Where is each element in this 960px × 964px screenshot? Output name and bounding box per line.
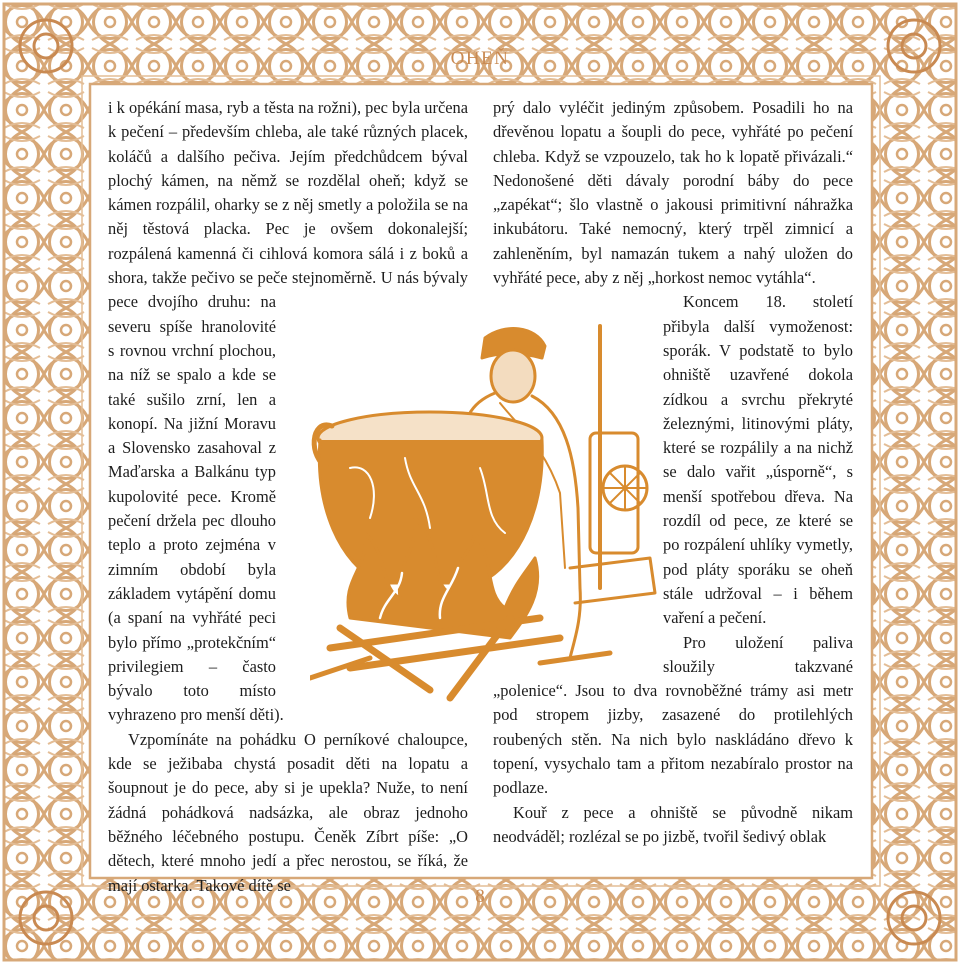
illustration-wrap-space	[493, 290, 663, 672]
page-number: 8	[475, 886, 485, 907]
running-header: OHEŇ	[450, 48, 510, 69]
right-paragraph-2: Koncem 18. století přibyla další vymoženost: sporák. V podstatě to bylo ohniště uzavřené dokola zídkou a svrchu překryté železnými, litinovými pláty, které se rozpálily a na nichž se dalo vařit „úsporně“, s menší spotřebou dřeva. Na rozdíl od pece, ze které se po rozpálení uhlíky vymetly, pod pláty sporáku se oheň stále udržoval – i během vaření a pečení.	[663, 292, 853, 628]
right-paragraph-4: Kouř z pece a ohniště se původně nikam neodváděl; rozlézal se po jizbě, tvořil šedivý oblak	[493, 802, 853, 846]
right-paragraph-3: Pro uložení paliva sloužily takzvané „polenice“. Jsou to dva rovnoběžné trámy asi metr pod stropem jizby, zasazené do protilehlých roubených stěn. Na nich bylo naskládáno dřevo k topení, vysychalo tam a přitom nezabíralo prostor na podlaze.	[493, 632, 853, 798]
right-paragraph-1: prý dalo vyléčit jediným způsobem. Posadili ho na dřevěnou lopatu a šoupli do pece, vyhřáté po pečení chleba. Když se vzpouzelo, tak ho k lopatě přivázali.“ Nedonošené děti dávaly porodní báby do pece „zapékat“; šlo vlastně o jakousi primitivní náhražka inkubátoru. Také nemocný, který trpěl zimnicí a zahleněním, byl namazán tukem a nahý uložen do vyhřáté pece, aby z něj „horkost nemoc vytáhla“.	[493, 98, 853, 288]
left-paragraph-2: Vzpomínáte na pohádku O perníkové chaloupce, kde se ježibaba chystá posadit děti na lopatu a šoupnout je do pece, aby si je upekla? Nuže, to není žádná pohádková nadsázka, ale obraz jednoho běžného léčebného postupu. Čeněk Zíbrt píše: „O dětech, které mnoho jedí a přec nerostou, se říká, že mají ostarka. Takové dítě se	[108, 729, 468, 895]
left-text-column	[108, 96, 468, 898]
right-text-column	[493, 96, 853, 849]
left-paragraph-1	[108, 96, 468, 728]
left-paragraph-1-text: i k opékání masa, ryb a těsta na rožni), pec byla určena k pečení – především chleba, ale také různých placek, koláčů a dalšího pečiva. Jejím předchůdcem býval plochý kámen, na němž se rozdělal oheň; když se kámen rozpálil, oharky se z něj smetly a položila se na něj těstová placka. Pec je ovšem dokonalejší; rozpálená kamenná či cihlová komora sálá i z boků a shora, takže pečivo se peče stejnoměrně. U nás bývaly pece dvojího druhu: na severu spíše hranolovité s rovnou vrchní plochou, na níž se spalo a kde se také sušilo zrní, len a konopí. Na jižní Moravu a Slovensko zasahoval z Maďarska a Balkánu typ kupolovité pece. Kromě pečení držela pec dlouho teplo a proto zejména v zimním období byla základem vytápění domu (a spaní na vyhřáté peci bylo přímo „protekčním“ privilegiem – často bývalo toto místo vyhrazeno pro menší děti).	[108, 98, 468, 725]
